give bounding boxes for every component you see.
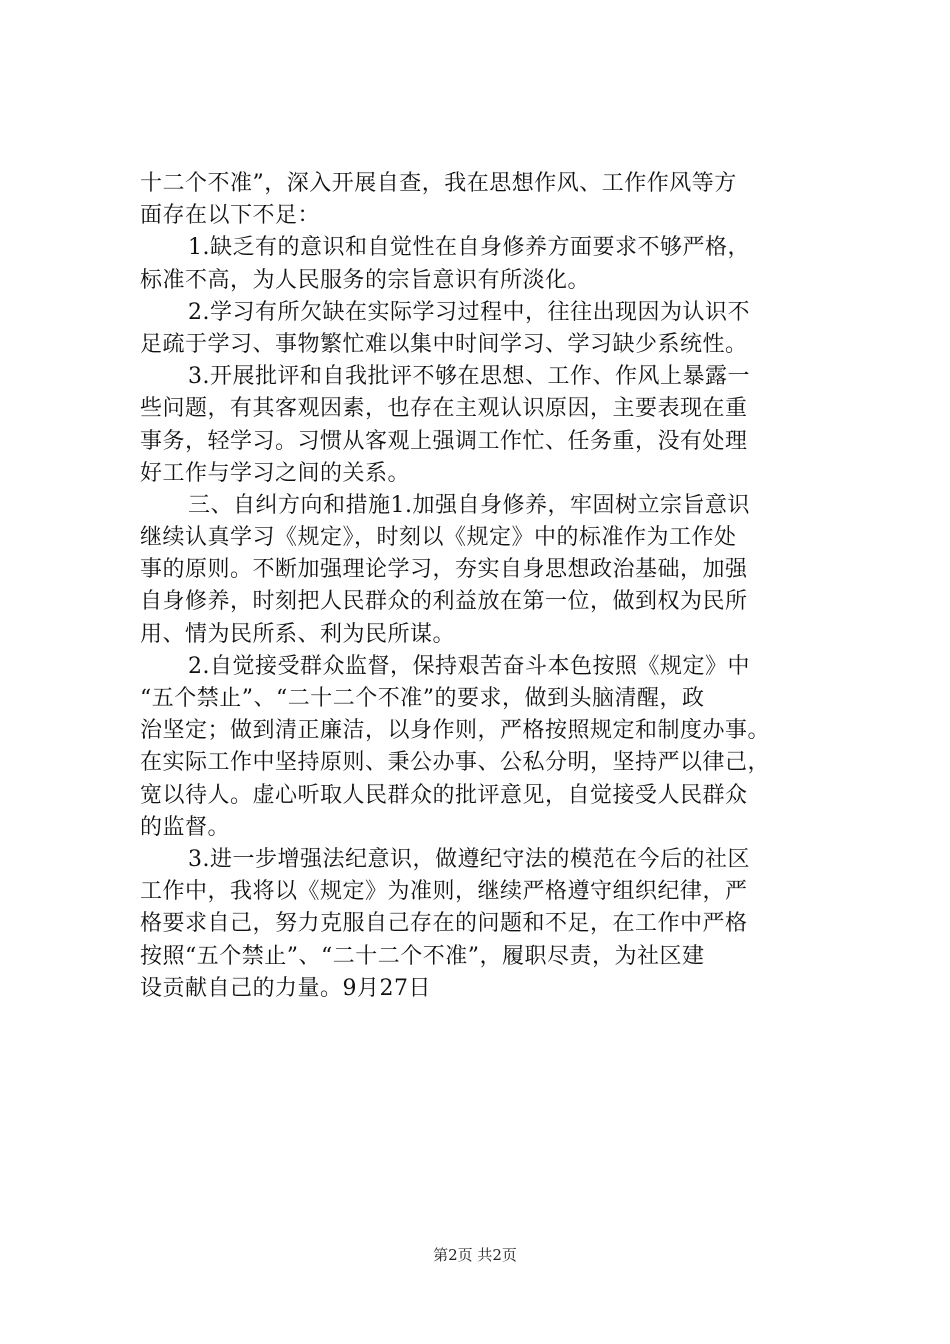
text-line: 三、自纠方向和措施1.加强自身修养，牢固树立宗旨意识 bbox=[188, 492, 750, 518]
text-line: 事的原则。不断加强理论学习，夯实自身思想政治基础，加强 bbox=[140, 557, 748, 583]
text-line: 治坚定；做到清正廉洁，以身作则，严格按照规定和制度办事。 bbox=[140, 718, 771, 744]
text-line: 好工作与学习之间的关系。 bbox=[140, 460, 411, 486]
document-body bbox=[140, 168, 830, 1005]
text-line: 用、情为民所系、利为民所谋。 bbox=[140, 621, 456, 647]
text-line: 2.自觉接受群众监督，保持艰苦奋斗本色按照《规定》中 bbox=[188, 653, 750, 679]
text-line: 标准不高，为人民服务的宗旨意识有所淡化。 bbox=[140, 267, 591, 293]
paragraph bbox=[140, 844, 830, 1005]
text-line: “五个禁止”、“二十二个不准”的要求，做到头脑清醒，政 bbox=[140, 686, 705, 711]
text-line: 继续认真学习《规定》，时刻以《规定》中的标准作为工作处 bbox=[140, 525, 737, 551]
text-line: 足疏于学习、事物繁忙难以集中时间学习、学习缺少系统性。 bbox=[140, 331, 748, 357]
page-footer bbox=[0, 1244, 950, 1265]
text-line: 3.开展批评和自我批评不够在思想、工作、作风上暴露一 bbox=[188, 364, 750, 390]
paragraph bbox=[140, 232, 830, 296]
paragraph bbox=[140, 361, 830, 490]
page-number-label: 第2页 共2页 bbox=[433, 1246, 517, 1264]
text-line: 十二个不准”，深入开展自查，我在思想作风、工作作风等方 bbox=[140, 171, 737, 196]
text-line: 在实际工作中坚持原则、秉公办事、公私分明，坚持严以律己， bbox=[140, 750, 771, 776]
text-line: 3.进一步增强法纪意识，做遵纪守法的模范在今后的社区 bbox=[188, 846, 750, 872]
text-line: 的监督。 bbox=[140, 814, 231, 840]
text-line: 格要求自己，努力克服自己存在的问题和不足，在工作中严格 bbox=[140, 911, 748, 937]
paragraph bbox=[140, 651, 830, 844]
text-line: 宽以待人。虚心听取人民群众的批评意见，自觉接受人民群众 bbox=[140, 782, 748, 808]
paragraph bbox=[140, 297, 830, 361]
text-line: 设贡献自己的力量。9月27日 bbox=[140, 975, 431, 1001]
text-line: 面存在以下不足： bbox=[140, 203, 321, 229]
paragraph bbox=[140, 490, 830, 651]
text-line: 些问题，有其客观因素，也存在主观认识原因，主要表现在重 bbox=[140, 396, 748, 422]
text-line: 事务，轻学习。习惯从客观上强调工作忙、任务重，没有处理 bbox=[140, 428, 748, 454]
text-line: 2.学习有所欠缺在实际学习过程中，往往出现因为认识不 bbox=[188, 299, 750, 325]
paragraph bbox=[140, 168, 830, 232]
text-line: 自身修养，时刻把人民群众的利益放在第一位，做到权为民所 bbox=[140, 589, 748, 615]
text-line: 工作中，我将以《规定》为准则，继续严格遵守组织纪律，严 bbox=[140, 879, 748, 905]
text-line: 按照“五个禁止”、“二十二个不准”，履职尽责，为社区建 bbox=[140, 943, 705, 969]
text-line: 1.缺乏有的意识和自觉性在自身修养方面要求不够严格， bbox=[188, 235, 750, 261]
